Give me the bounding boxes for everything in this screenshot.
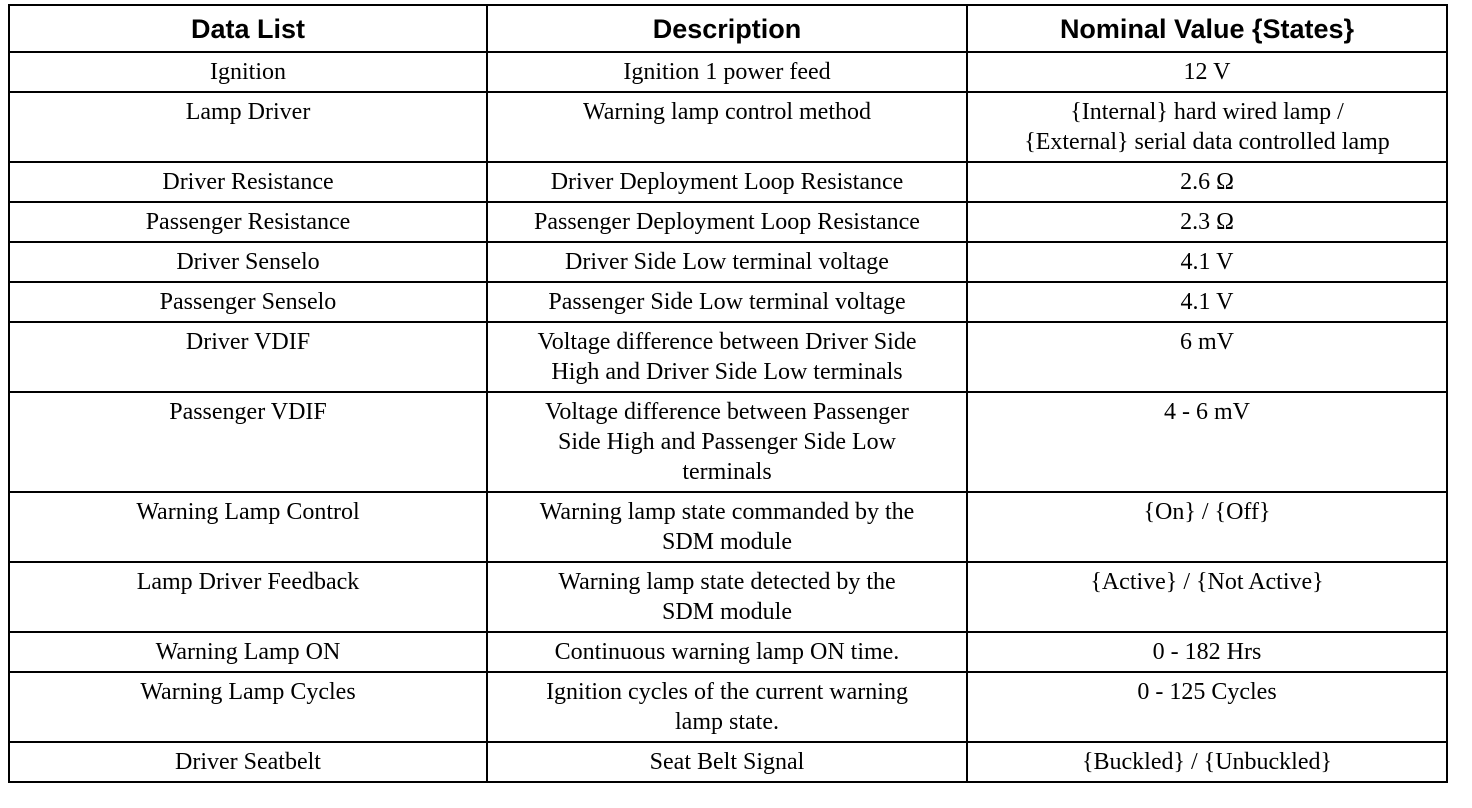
cell-text: Passenger Deployment Loop Resistance <box>534 209 920 235</box>
cell-text: Ignition <box>210 59 286 85</box>
nominal-value-cell <box>967 742 1447 782</box>
cell-text: 0 - 182 Hrs <box>1152 639 1262 665</box>
description-cell <box>487 52 967 92</box>
nominal-value-cell <box>967 242 1447 282</box>
cell-text: {On} / {Off} <box>1143 499 1271 525</box>
data-list-cell <box>9 632 487 672</box>
cell-text: 12 V <box>1183 59 1231 85</box>
cell-text: 4.1 V <box>1180 249 1234 275</box>
table-row <box>9 92 1447 162</box>
header-nominal-value: Nominal Value {States} <box>967 5 1447 52</box>
table-row <box>9 242 1447 282</box>
description-cell <box>487 282 967 322</box>
cell-text: Seat Belt Signal <box>649 749 805 775</box>
table-header-row <box>9 5 1447 52</box>
nominal-value-cell <box>967 92 1447 162</box>
cell-text: Warning Lamp Control <box>136 499 360 525</box>
cell-text: Ignition cycles of the current warning lamp state. <box>546 679 908 735</box>
cell-text: Driver Resistance <box>162 169 334 195</box>
table-row <box>9 672 1447 742</box>
data-list-cell <box>9 242 487 282</box>
table-row <box>9 52 1447 92</box>
cell-text: Lamp Driver Feedback <box>136 569 360 595</box>
table-row <box>9 392 1447 492</box>
cell-text: Passenger Senselo <box>159 289 337 315</box>
nominal-value-cell <box>967 282 1447 322</box>
data-list-cell <box>9 92 487 162</box>
cell-text: Warning Lamp ON <box>155 639 341 665</box>
cell-text: Driver VDIF <box>185 329 311 355</box>
cell-text: 6 mV <box>1180 329 1234 355</box>
description-cell <box>487 672 967 742</box>
table-body <box>9 52 1447 782</box>
data-list-cell <box>9 162 487 202</box>
table-row <box>9 282 1447 322</box>
cell-text: 2.6 Ω <box>1180 169 1234 195</box>
cell-text: Passenger Resistance <box>145 209 351 235</box>
cell-text: 4.1 V <box>1180 289 1234 315</box>
description-cell <box>487 632 967 672</box>
cell-text: {Buckled} / {Unbuckled} <box>1081 749 1333 775</box>
header-data-list: Data List <box>9 5 487 52</box>
description-cell <box>487 492 967 562</box>
description-cell <box>487 742 967 782</box>
nominal-value-cell <box>967 202 1447 242</box>
description-cell <box>487 392 967 492</box>
data-list-cell <box>9 392 487 492</box>
data-list-table <box>8 4 1448 783</box>
cell-text: Warning Lamp Cycles <box>140 679 356 705</box>
table-row <box>9 322 1447 392</box>
cell-text: Driver Side Low terminal voltage <box>565 249 889 275</box>
cell-text: 2.3 Ω <box>1180 209 1234 235</box>
data-list-cell <box>9 282 487 322</box>
table-row <box>9 742 1447 782</box>
nominal-value-cell <box>967 322 1447 392</box>
nominal-value-cell <box>967 562 1447 632</box>
nominal-value-cell <box>967 162 1447 202</box>
cell-text: Warning lamp state detected by the SDM module <box>558 569 896 625</box>
description-cell <box>487 322 967 392</box>
data-list-cell <box>9 492 487 562</box>
cell-text: Ignition 1 power feed <box>623 59 831 85</box>
cell-text: 0 - 125 Cycles <box>1137 679 1277 705</box>
description-cell <box>487 92 967 162</box>
data-list-cell <box>9 202 487 242</box>
cell-text: Driver Seatbelt <box>175 749 321 775</box>
table-row <box>9 202 1447 242</box>
cell-text: Driver Senselo <box>176 249 320 275</box>
data-list-cell <box>9 672 487 742</box>
cell-text: Voltage difference between Driver Side High and Driver Side Low terminals <box>537 329 917 385</box>
nominal-value-cell <box>967 52 1447 92</box>
cell-text: {Internal} hard wired lamp / {External} serial data controlled lamp <box>1024 99 1390 155</box>
cell-text: Lamp Driver <box>185 99 311 125</box>
nominal-value-cell <box>967 632 1447 672</box>
table-row <box>9 632 1447 672</box>
table-row <box>9 562 1447 632</box>
cell-text: Voltage difference between Passenger Side High and Passenger Side Low terminals <box>545 399 909 485</box>
header-description: Description <box>487 5 967 52</box>
cell-text: Warning lamp control method <box>583 99 871 125</box>
cell-text: 4 - 6 mV <box>1164 399 1250 425</box>
description-cell <box>487 162 967 202</box>
cell-text: Passenger VDIF <box>169 399 327 425</box>
cell-text: Driver Deployment Loop Resistance <box>550 169 904 195</box>
cell-text: Passenger Side Low terminal voltage <box>548 289 906 315</box>
description-cell <box>487 242 967 282</box>
data-list-cell <box>9 742 487 782</box>
description-cell <box>487 202 967 242</box>
cell-text: Warning lamp state commanded by the SDM module <box>539 499 915 555</box>
table-row <box>9 162 1447 202</box>
data-list-cell <box>9 52 487 92</box>
nominal-value-cell <box>967 672 1447 742</box>
nominal-value-cell <box>967 492 1447 562</box>
cell-text: Continuous warning lamp ON time. <box>554 639 900 665</box>
nominal-value-cell <box>967 392 1447 492</box>
description-cell <box>487 562 967 632</box>
data-list-cell <box>9 322 487 392</box>
data-list-cell <box>9 562 487 632</box>
table-row <box>9 492 1447 562</box>
cell-text: {Active} / {Not Active} <box>1090 569 1324 595</box>
